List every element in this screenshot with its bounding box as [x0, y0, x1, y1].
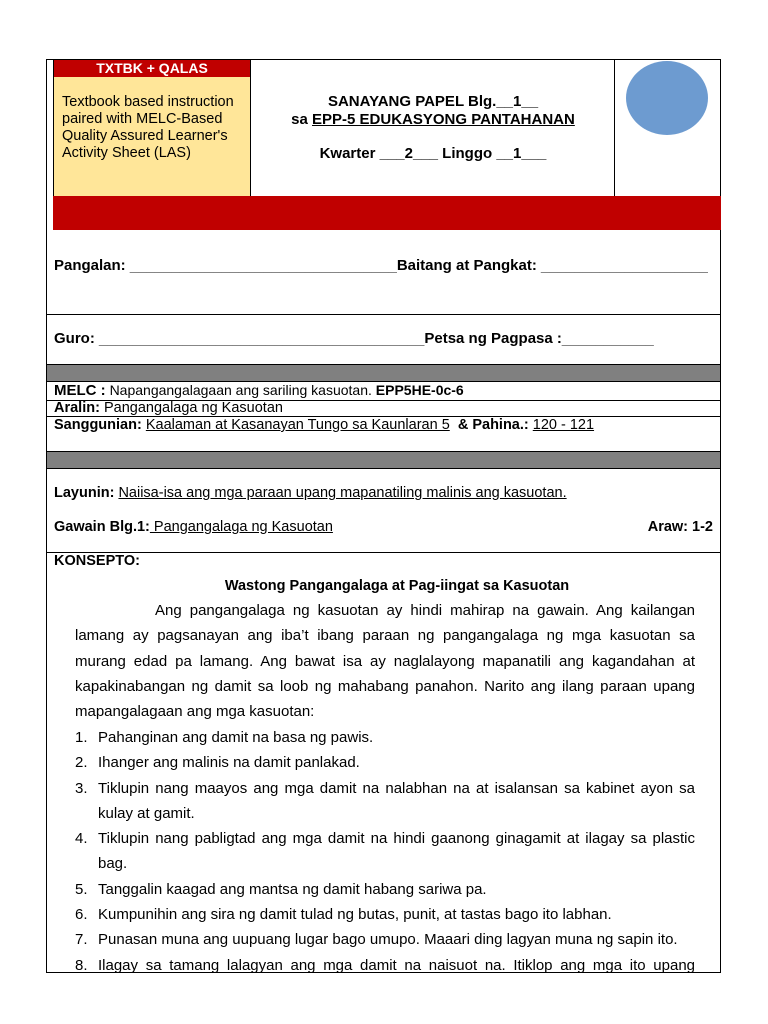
item-number: 3. — [75, 779, 88, 797]
badge-title: TXTBK + QALAS — [54, 60, 250, 77]
item-text: Kumpunihin ang sira ng damit tulad ng butas, punit, at tastas bago ito labhan. — [98, 906, 612, 924]
date-label: Petsa ng Pagpasa : — [424, 330, 562, 347]
item-number: 4. — [75, 830, 88, 848]
days-label: Araw: 1-2 — [647, 519, 713, 535]
list-item — [75, 725, 695, 750]
melc-label: MELC : — [54, 382, 106, 399]
melc-text: Napangangalagaan ang sariling kasuotan. — [109, 382, 372, 398]
concept-label: KONSEPTO: — [54, 553, 140, 569]
title-line-1: SANAYANG PAPEL Blg.__1__ — [327, 93, 539, 110]
source-row — [54, 417, 719, 433]
date-field[interactable]: ___________ — [561, 330, 654, 347]
source-text: Kaalaman at Kasanayan Tungo sa Kaunlaran 5 — [145, 417, 450, 433]
list-item — [75, 877, 695, 902]
list-item — [75, 776, 695, 827]
title-line-2: sa EPP-5 EDUKASYONG PANTAHANAN — [291, 111, 575, 128]
item-text: Tiklupin nang maayos ang mga damit na nalabhan na at isalansan sa kabinet ayon sa kulay at gamit. — [98, 779, 695, 822]
header-divider — [614, 60, 615, 196]
row-divider — [46, 552, 721, 553]
item-text: Tiklupin nang pabligtad ang mga damit na hindi gaanong ginagamit at ilagay sa plastic bag. — [98, 830, 695, 873]
paragraph-text: Ang pangangalaga ng kasuotan ay hindi mahirap na gawain. Ang kailangan lamang ay pagsanayan ang iba’t ibang paraan ng pangangalaga ng mga kasuotan sa murang edad pa lamang. Ang bawat isa ay naglalayong mapanatili ang kagandahan at kapakinabangan ng damit sa loob ng mahabang panahon. Narito ang ilang paraan upang mapangalagaan ang mga kasuotan: — [75, 602, 695, 721]
activity-title: Pangangalaga ng Kasuotan — [149, 519, 333, 535]
objective-label: Layunin: — [54, 485, 115, 501]
melc-code: EPP5HE-0c-6 — [375, 382, 464, 398]
item-number: 6. — [75, 906, 88, 924]
badge-description: Textbook based instruction paired with MELC-Based Quality Assured Learner's Activity Sheet (LAS) — [62, 94, 234, 161]
list-item — [75, 826, 695, 877]
row-divider — [46, 364, 721, 365]
concept-paragraph — [75, 598, 695, 724]
name-row — [54, 257, 719, 274]
objective-text: Naiisa-isa ang mga paraan upang mapanatiling malinis ang kasuotan. — [118, 485, 567, 501]
aralin-row — [54, 400, 719, 416]
grey-divider-bar — [47, 452, 720, 468]
list-item — [75, 953, 695, 978]
page-range: 120 - 121 — [532, 417, 595, 433]
item-text: Ilagay sa tamang lalagyan ang mga damit na naisuot na. Itiklop ang mga ito upang — [98, 956, 695, 974]
red-divider-bar — [53, 196, 721, 230]
care-tips-list — [75, 725, 695, 978]
melc-row — [54, 382, 719, 399]
page-label: & Pahina.: — [457, 417, 529, 433]
school-logo — [626, 61, 708, 135]
row-divider — [46, 451, 721, 452]
objective-row — [54, 485, 719, 501]
name-label: Pangalan: — [54, 257, 126, 274]
item-text: Pahanginan ang damit na basa ng pawis. — [98, 729, 374, 746]
teacher-label: Guro: — [54, 330, 95, 347]
list-item — [75, 750, 695, 775]
item-number: 1. — [75, 729, 88, 746]
grade-label: Baitang at Pangkat: — [396, 257, 537, 274]
aralin-label: Aralin: — [54, 400, 100, 416]
worksheet-title — [252, 93, 614, 163]
list-item — [75, 927, 695, 952]
item-number: 7. — [75, 931, 88, 949]
quarter-week: Kwarter ___2___ Linggo __1___ — [319, 145, 547, 162]
list-item — [75, 902, 695, 927]
teacher-row — [54, 330, 719, 347]
item-text: Ihanger ang malinis na damit panlakad. — [98, 754, 360, 772]
item-number: 5. — [75, 880, 88, 898]
item-text: Punasan muna ang uupuang lugar bago umupo. Maaari ding lagyan muna ng sapin ito. — [98, 931, 678, 949]
item-number: 8. — [75, 956, 88, 974]
name-field[interactable]: ________________________________ — [129, 257, 397, 274]
activity-label: Gawain Blg.1: — [54, 519, 150, 535]
grade-field[interactable]: ____________________ — [541, 257, 708, 274]
row-divider — [46, 314, 721, 315]
source-label: Sanggunian: — [54, 417, 142, 433]
subject-title: EPP-5 EDUKASYONG PANTAHANAN — [312, 111, 575, 128]
activity-row — [54, 519, 713, 535]
grey-divider-bar — [47, 364, 720, 381]
row-divider — [46, 468, 721, 469]
concept-title: Wastong Pangangalaga at Pag-iingat sa Kasuotan — [224, 578, 570, 594]
item-text: Tanggalin kaagad ang mantsa ng damit habang sariwa pa. — [98, 880, 487, 898]
aralin-text: Pangangalaga ng Kasuotan — [103, 400, 283, 416]
item-number: 2. — [75, 754, 88, 772]
teacher-field[interactable]: _______________________________________ — [99, 330, 425, 347]
